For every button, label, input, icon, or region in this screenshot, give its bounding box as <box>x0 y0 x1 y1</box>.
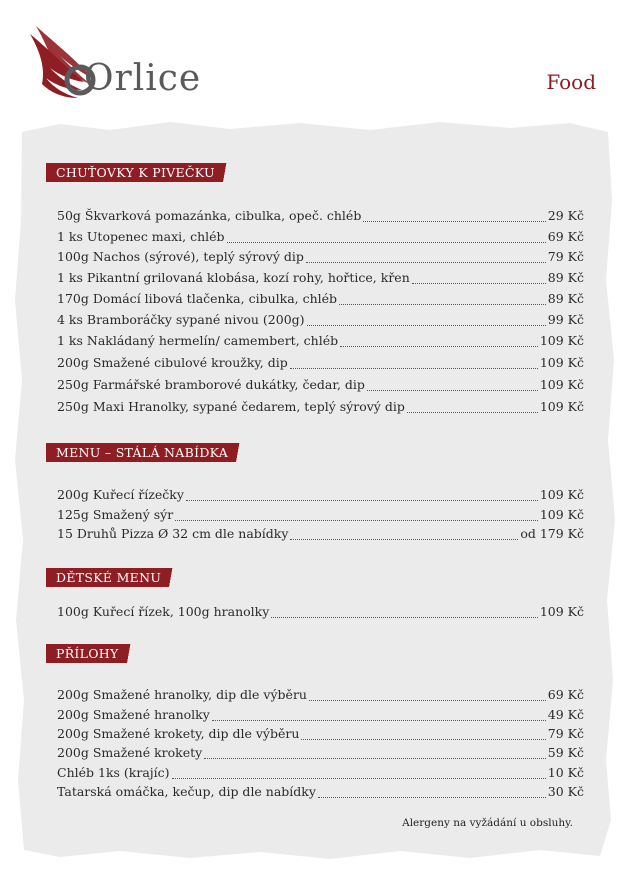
menu-item-name: 1 ks Nakládaný hermelín/ camembert, chléb <box>57 333 339 348</box>
menu-item-price: 109 Kč <box>539 507 584 522</box>
menu-item-price: 99 Kč <box>547 312 584 327</box>
menu-item-price: 79 Kč <box>547 249 584 264</box>
dot-leader <box>306 261 546 263</box>
dot-leader <box>204 757 546 759</box>
dot-leader <box>301 738 545 740</box>
dot-leader <box>363 220 545 222</box>
menu-item <box>57 765 584 783</box>
menu-item-price: 109 Kč <box>539 355 584 370</box>
menu-item <box>57 291 584 309</box>
menu-item <box>57 745 584 763</box>
dot-leader <box>367 389 538 391</box>
menu-item-name: Chléb 1ks (krajíc) <box>57 765 170 780</box>
dot-leader <box>340 345 538 347</box>
menu-item-name: 200g Smažené cibulové kroužky, dip <box>57 355 288 370</box>
menu-item-name: 250g Farmářské bramborové dukátky, čedar, dip <box>57 377 365 392</box>
menu-item-name: 1 ks Utopenec maxi, chléb <box>57 229 225 244</box>
menu-item <box>57 249 584 267</box>
allergen-note: Alergeny na vyžádání u obsluhy. <box>402 817 573 829</box>
menu-item-name: 15 Druhů Pizza Ø 32 cm dle nabídky <box>57 526 289 541</box>
dot-leader <box>412 282 546 284</box>
menu-item-name: 4 ks Bramboráčky sypané nivou (200g) <box>57 312 305 327</box>
menu-item-price: od 179 Kč <box>520 526 584 541</box>
menu-item-price: 79 Kč <box>547 726 584 741</box>
dot-leader <box>318 796 546 798</box>
menu-item-name: 200g Smažené hranolky <box>57 707 210 722</box>
menu-item <box>57 707 584 725</box>
brand-name: Orlice <box>84 58 202 99</box>
menu-item-price: 30 Kč <box>547 784 584 799</box>
dot-leader <box>339 303 546 305</box>
menu-item <box>57 377 584 395</box>
menu-item <box>57 312 584 330</box>
section-title: Food <box>546 70 596 94</box>
dot-leader <box>227 241 546 243</box>
menu-item-name: Tatarská omáčka, kečup, dip dle nabídky <box>57 784 316 799</box>
menu-item <box>57 399 584 417</box>
dot-leader <box>175 519 538 521</box>
menu-item-price: 89 Kč <box>547 270 584 285</box>
menu-item <box>57 208 584 226</box>
menu-item-price: 109 Kč <box>539 377 584 392</box>
menu-item <box>57 507 584 525</box>
category-title: DĚTSKÉ MENU <box>46 568 169 587</box>
menu-item-price: 89 Kč <box>547 291 584 306</box>
menu-item-name: 50g Škvarková pomazánka, cibulka, opeč. chléb <box>57 208 362 223</box>
menu-item-name: 200g Smažené hranolky, dip dle výběru <box>57 687 307 702</box>
menu-item <box>57 333 584 351</box>
menu-item-name: 200g Kuřecí řízečky <box>57 487 184 502</box>
category-title: PŘÍLOHY <box>46 644 127 663</box>
menu-item-name: 250g Maxi Hranolky, sypané čedarem, teplý sýrový dip <box>57 399 405 414</box>
menu-item <box>57 687 584 705</box>
menu-item-price: 29 Kč <box>547 208 584 223</box>
menu-item <box>57 726 584 744</box>
menu-item-price: 109 Kč <box>539 604 584 619</box>
menu-item-name: 200g Smažené krokety <box>57 745 203 760</box>
menu-item-name: 100g Kuřecí řízek, 100g hranolky <box>57 604 270 619</box>
menu-item-name: 125g Smažený sýr <box>57 507 174 522</box>
dot-leader <box>290 367 538 369</box>
dot-leader <box>271 616 538 618</box>
dot-leader <box>172 777 546 779</box>
dot-leader <box>212 719 546 721</box>
dot-leader <box>290 538 518 540</box>
category-title: CHUŤOVKY K PIVEČKU <box>46 163 223 182</box>
menu-item-price: 109 Kč <box>539 333 584 348</box>
menu-item-price: 59 Kč <box>547 745 584 760</box>
dot-leader <box>309 699 546 701</box>
menu-item-name: 200g Smažené krokety, dip dle výběru <box>57 726 300 741</box>
menu-item <box>57 355 584 373</box>
category-title: MENU – STÁLÁ NABÍDKA <box>46 443 236 462</box>
menu-item-price: 69 Kč <box>547 687 584 702</box>
dot-leader <box>407 411 538 413</box>
menu-item <box>57 270 584 288</box>
menu-item-price: 109 Kč <box>539 399 584 414</box>
menu-item-name: 170g Domácí libová tlačenka, cibulka, chléb <box>57 291 338 306</box>
menu-item-name: 1 ks Pikantní grilovaná klobása, kozí rohy, hořtice, křen <box>57 270 410 285</box>
menu-item-price: 69 Kč <box>547 229 584 244</box>
menu-item <box>57 604 584 622</box>
menu-item <box>57 487 584 505</box>
menu-item <box>57 784 584 802</box>
menu-item <box>57 526 584 544</box>
menu-item-price: 10 Kč <box>547 765 584 780</box>
menu-item-price: 49 Kč <box>547 707 584 722</box>
menu-item-name: 100g Nachos (sýrové), teplý sýrový dip <box>57 249 304 264</box>
menu-item-price: 109 Kč <box>539 487 584 502</box>
dot-leader <box>307 324 546 326</box>
menu-item <box>57 229 584 247</box>
dot-leader <box>186 499 538 501</box>
